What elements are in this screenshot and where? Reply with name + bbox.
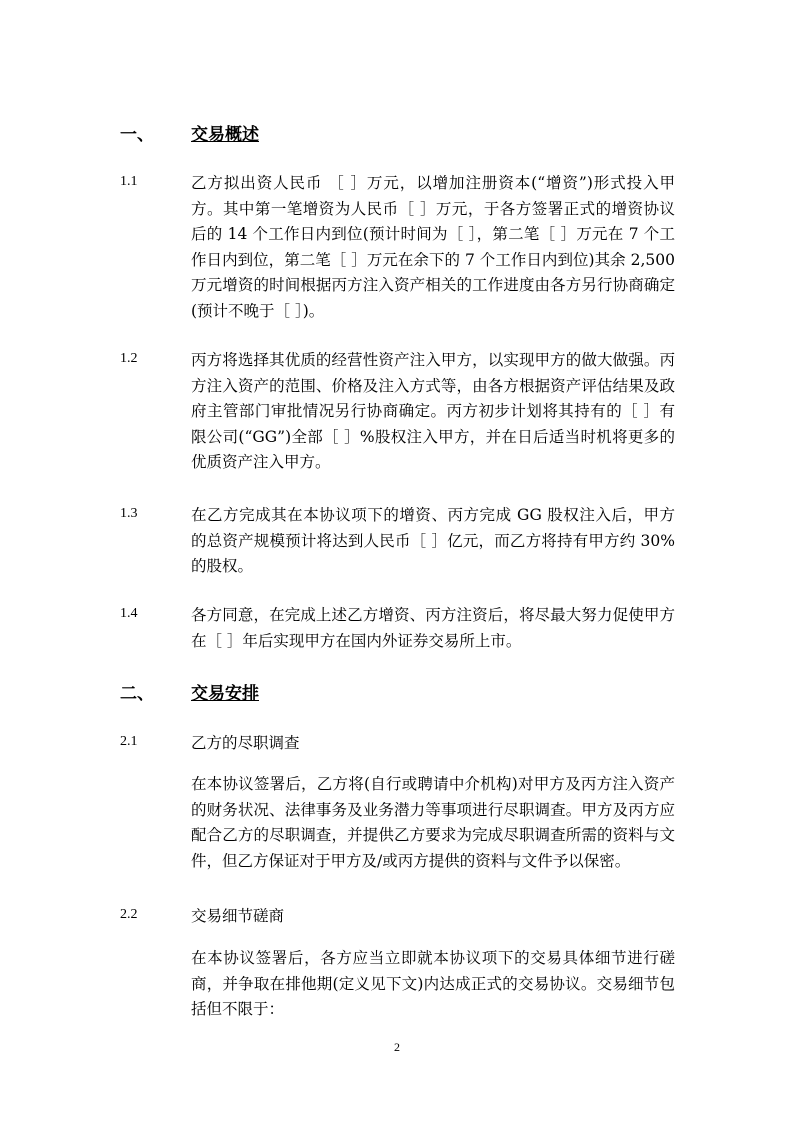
clause-title: 乙方的尽职调查	[191, 734, 300, 752]
clause-number: 2.2	[120, 907, 138, 922]
clause-number: 1.2	[120, 351, 138, 366]
clause-number: 1.1	[120, 174, 138, 189]
paragraph-2-1: 在本协议签署后，乙方将(自行或聘请中介机构)对甲方及丙方注入资产的财务状况、法律事务及业务潜力等事项进行尽职调查。甲方及丙方应配合乙方的尽职调查，并提供乙方要求为完成尽职调查所需的资料与文件，但乙方保证对于甲方及/或丙方提供的资料与文件予以保密。	[191, 775, 675, 870]
clause-number: 1.4	[120, 606, 138, 621]
section-title: 交易安排	[191, 684, 259, 704]
clause-number: 2.1	[120, 734, 138, 749]
clause-text: 各方同意，在完成上述乙方增资、丙方注资后，将尽最大努力促使甲方在［ ］年后实现甲方在国内外证券交易所上市。	[191, 606, 675, 650]
section-number: 一、	[120, 125, 154, 145]
clause-title: 交易细节磋商	[191, 907, 285, 925]
page-number: 2	[394, 1040, 400, 1054]
clause-text: 丙方将选择其优质的经营性资产注入甲方，以实现甲方的做大做强。丙方注入资产的范围、价格及注入方式等，由各方根据资产评估结果及政府主管部门审批情况另行协商确定。丙方初步计划将其持有的［ ］有限公司(“GG”)全部［ ］%股权注入甲方，并在日后适当时机将更多的优质资产注入甲方。	[191, 351, 675, 471]
clause-text: 乙方拟出资人民币 ［ ］万元，以增加注册资本(“增资”)形式投入甲方。其中第一笔增资为人民币［ ］万元，于各方签署正式的增资协议后的 14 个工作日内到位(预计时间为［ ］，第二笔［ ］万元在 7 个工作日内到位，第二笔［ ］万元在余下的 7 个工作日内到位)其余 2,500 万元增资的时间根据丙方注入资产相关的工作进度由各方另行协商确定(预计不晚于［ ］)。	[191, 174, 675, 320]
clause-number: 1.3	[120, 506, 138, 521]
paragraph-2-2: 在本协议签署后，各方应当立即就本协议项下的交易具体细节进行磋商，并争取在排他期(定义见下文)内达成正式的交易协议。交易细节包括但不限于：	[191, 949, 675, 1018]
section-title: 交易概述	[191, 125, 259, 145]
section-number: 二、	[120, 684, 154, 704]
clause-text: 在乙方完成其在本协议项下的增资、丙方完成 GG 股权注入后，甲方的总资产规模预计将达到人民币［ ］亿元，而乙方将持有甲方约 30%的股权。	[191, 506, 675, 575]
